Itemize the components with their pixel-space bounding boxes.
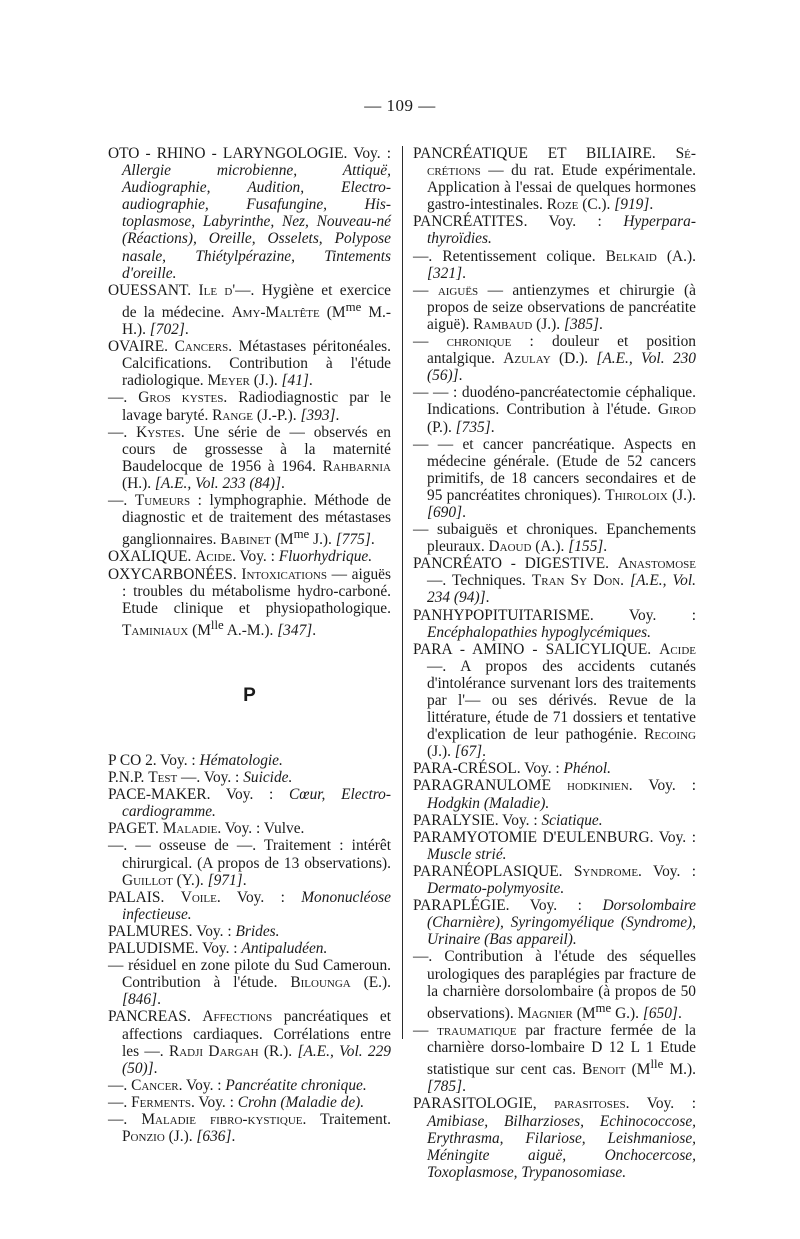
index-entry: PARAMYOTOMIE D'EULENBURG. Voy. : Muscle strié. (413, 828, 696, 863)
index-entry: PANCRÉATITES. Voy. : Hyperparathyroïdies. (413, 213, 696, 248)
index-entry: PARAGRANULOME hodkinien. Voy. : Hodgkin (Maladie). (413, 777, 696, 812)
index-entry: PANCREAS. Affections pancréatiques et affections cardiaques. Corrélations entre les —. Radji Dargah (R.). [A.E., Vol. 229 (50)]. (108, 1008, 392, 1077)
index-entry: PANHYPOPITUITARISME. Voy. : Encéphalopathies hypoglycémiques. (413, 606, 696, 641)
index-entry: OTO - RHINO - LARYNGOLOGIE. Voy. : Allergie microbienne, Attiquë, Audiographie, Audition, Electro-audiographie, Fusafungine, Histoplasmose, Labyrinthe, Nez, Nouveau-né (Réactions), Oreille, Osselets, Polypose nasale, Thiétylpérazine, Tintements d'oreille. (108, 145, 391, 282)
index-entry: PARALYSIE. Voy. : Sciatique. (413, 811, 603, 829)
index-entry: P.N.P. Test —. Voy. : Suicide. (108, 769, 293, 787)
index-entry: — — et cancer pancréatique. Aspects en médecine générale. (Etude de 52 cancers primitifs, de 18 cancers secondaires et de 95 pancréatites chroniques). Thiroloix (J.). [690]. (413, 435, 696, 521)
column-divider (402, 146, 403, 1039)
index-entry: PARASITOLOGIE, parasitoses. Voy. : Amibiase, Bilharzioses, Echinococcose, Erythrasma, Filariose, Leishmaniose, Méningite aiguë, Onchocercose, Toxoplasmose, Trypanosomiase. (413, 1095, 696, 1181)
index-entry: OUESSANT. Ile d'—. Hygiène et exercice de la médecine. Amy-Maltête ($M^{me}$ M.-H.). [702]. (108, 281, 392, 339)
index-entry: —. Kystes. Une série de — observés en cours de grossesse à la maternité Baudelocque de 1956 à 1964. Rahbarnia (H.). [A.E., Vol. 233 (84)]. (108, 423, 391, 492)
index-entry: — — : duodéno-pancréatectomie céphalique. Indications. Contribution à l'étude. Girod (P.). [735]. (413, 384, 696, 436)
index-entry: — aiguës — antienzymes et chirurgie (à propos de seize observations de pancréatite aiguë). Rambaud (J.). [385]. (413, 281, 696, 333)
index-entry: —. Maladie fibro-kystique. Traitement. Ponzio (J.). [636]. (108, 1110, 391, 1146)
index-entry: PALAIS. Voile. Voy. : Mononucléose infectieuse. (108, 888, 391, 923)
index-entry: P CO 2. Voy. : Hématologie. (108, 752, 283, 769)
index-entry: OXALIQUE. Acide. Voy. : Fluorhydrique. (108, 548, 373, 566)
index-entry: PALMURES. Voy. : Brides. (108, 922, 280, 940)
index-entry: PARA - AMINO - SALICYLIQUE. Acide —. A propos des accidents cutanés d'intolérance survenant lors des traitements par l'— ou ses dérivés. Revue de la littérature, étude de 71 dossiers et tentative d'explication de leur pathogénie. Recoing (J.). [67]. (413, 640, 696, 761)
index-entry: — subaiguës et chroniques. Epanchements pleuraux. Daoud (A.). [155]. (413, 521, 696, 556)
page-number: — 109 — (364, 96, 436, 115)
index-entry: —. Tumeurs : lymphographie. Méthode de diagnostic et de traitement des métastases ganglionnaires. Babinet ($M^{me}$ J.). [775]. (108, 492, 391, 549)
index-entry: —. — osseuse de —. Traitement : intérêt chirurgical. (A propos de 13 observations). Guillot (Y.). [971]. (108, 837, 391, 889)
index-entry: —. Retentissement colique. Belkaid (A.). [321]. (413, 247, 696, 282)
right-column (413, 145, 696, 1181)
index-entry: PARA-CRÉSOL. Voy. : Phénol. (413, 760, 611, 778)
index-entry: OXYCARBONÉES. Intoxications — aiguës : troubles du métabolisme hydro-carboné. Etude clinique et physiopathologique. Taminiaux ($M^{lle}$ A.-M.). [347]. (108, 565, 391, 639)
left-column (108, 145, 391, 1145)
index-entry: PANCRÉATO - DIGESTIVE. Anastomose —. Techniques. Tran Sy Don. [A.E., Vol. 234 (94)]. (413, 555, 697, 607)
index-entry: PALUDISME. Voy. : Antipaludéen. (108, 940, 328, 958)
index-entry: PAGET. Maladie. Voy. : Vulve. (108, 820, 305, 838)
index-entry: —. Cancer. Voy. : Pancréatite chronique. (108, 1076, 367, 1094)
index-entry: PARANÉOPLASIQUE. Syndrome. Voy. : Dermato-polymyosite. (413, 862, 696, 898)
section-letter: P (243, 685, 256, 706)
index-entry: PANCRÉATIQUE ET BILIAIRE. Sécrétions — du rat. Etude expérimentale. Application à l'essai de quelques hormones gastro-intestinales. Roze (C.). [919]. (413, 145, 696, 214)
index-entry: —. Contribution à l'étude des séquelles urologiques des paraplégies par fracture de la charnière dorsolombaire (à propos de 50 observations). Magnier ($M^{me}$ G.). [650]. (413, 948, 696, 1022)
index-entry: OVAIRE. Cancers. Métastases péritonéales. Calcifications. Contribution à l'étude radiologique. Meyer (J.). [41]. (108, 338, 391, 390)
index-entry: —. Gros kystes. Radiodiagnostic par le lavage baryté. Range (J.-P.). [393]. (108, 389, 391, 424)
index-entry: — résiduel en zone pilote du Sud Cameroun. Contribution à l'étude. Bilounga (E.). [846]. (108, 957, 391, 1009)
index-entry: — chronique : douleur et position antalgique. Azulay (D.). [A.E., Vol. 230 (56)]. (413, 333, 696, 385)
index-entry: —. Ferments. Voy. : Crohn (Maladie de). (108, 1093, 365, 1111)
index-entry: — traumatique par fracture fermée de la charnière dorso-lombaire D 12 L 1 Etude statistique sur cent cas. Benoit ($M^{lle}$ M.). [785]. (413, 1021, 696, 1096)
index-entry: PARAPLÉGIE. Voy. : Dorsolombaire (Charnière), Syringomyélique (Syndrome), Urinaire (Bas appareil). (413, 897, 696, 949)
index-entry: PACE-MAKER. Voy. : Cœur, Electrocardiogramme. (108, 786, 392, 821)
